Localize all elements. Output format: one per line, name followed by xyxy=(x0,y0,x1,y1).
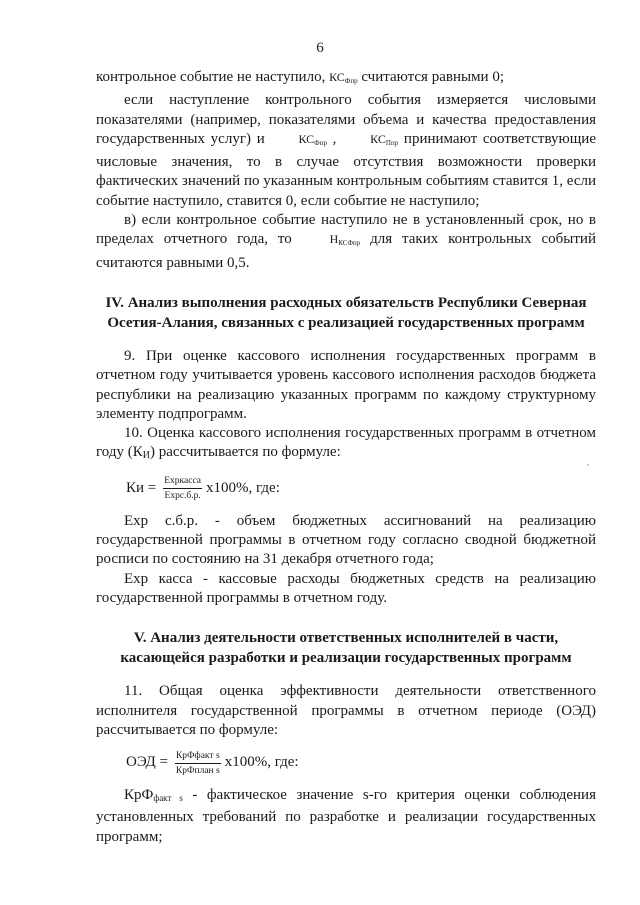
formula-symbol: КСФпр xyxy=(329,70,358,85)
formula-numerator: КрФфакт s xyxy=(175,750,221,764)
definition-exp-kassa: Exp касса - кассовые расходы бюджетных средств на реализацию государственной программы в отчетном году. xyxy=(96,570,596,606)
section-4-heading: IV. Анализ выполнения расходных обязательств Республики Северная Осетия-Алания, связанных с реализацией государственных программ xyxy=(105,294,587,331)
scan-speck xyxy=(587,464,589,466)
formula-oed xyxy=(126,740,596,786)
paragraph-item-v: в) если контрольное событие наступило не в установленный срок, но в пределах отчетного года, то НКСФпр для таких контрольных событий считаются равными 0,5. xyxy=(96,212,596,271)
paragraph-continuation: контрольное событие не наступило, КСФпр считаются равными 0; xyxy=(96,68,596,91)
formula-symbol: КСПпр xyxy=(370,131,399,147)
document-body xyxy=(96,68,596,847)
formula-numerator: Expкасса xyxy=(163,475,202,489)
paragraph-9: 9. При оценке кассового исполнения государственных программ в отчетном году учитывается уровень кассового исполнения расходов бюджета республики на реализацию указанных программ по каждому структурному элементу подпрограмм. xyxy=(96,347,596,422)
definition-exp-sbr: Exp с.б.р. - объем бюджетных ассигнований на реализацию государственной программы в отчетном году согласно сводной бюджетной росписи по состоянию на 31 декабря отчетного года; xyxy=(96,512,596,568)
formula-fraction xyxy=(175,750,221,777)
formula-denominator: Expс.б.р. xyxy=(164,491,201,502)
paragraph-11: 11. Общая оценка эффективности деятельности ответственного исполнителя государственной программы в отчетном периоде (ОЭД) рассчитывается по формуле: xyxy=(96,683,596,738)
formula-symbol: КСФпр xyxy=(298,131,327,147)
page-number: 6 xyxy=(316,40,324,56)
section-5-heading: V. Анализ деятельности ответственных исполнителей в части, касающейся разработки и реализации государственных программ xyxy=(120,630,572,667)
definition-krf-fakt: КрФфакт s - фактическое значение s-го критерия оценки соблюдения установленных требований по разработке и реализации государственных программ; xyxy=(96,787,596,845)
paragraph-numeric-indicators: если наступление контрольного события измеряется числовыми показателями (например, показателями объема и качества предоставления государственных услуг) и КСФпр , КСПпр принимают соответствующие числовые значения, то в случае отсутствия возможности проверки фактических значений по указанным контрольным событиям ставится 1, если событие наступило, ставится 0, если событие не наступило; xyxy=(96,92,596,209)
paragraph-10: 10. Оценка кассового исполнения государственных программ в отчетном году (КИ) рассчитывается по формуле: xyxy=(96,425,596,462)
formula-lhs: Ки = xyxy=(126,480,157,497)
formula-tail: x100%, где: xyxy=(206,480,280,497)
formula-fraction xyxy=(163,475,202,502)
formula-tail: x100%, где: xyxy=(224,754,299,771)
formula-denominator: КрФплан s xyxy=(175,765,220,776)
formula-symbol: НКСФпр xyxy=(329,232,361,248)
formula-ki xyxy=(126,466,596,512)
formula-lhs: ОЭД = xyxy=(126,754,168,771)
